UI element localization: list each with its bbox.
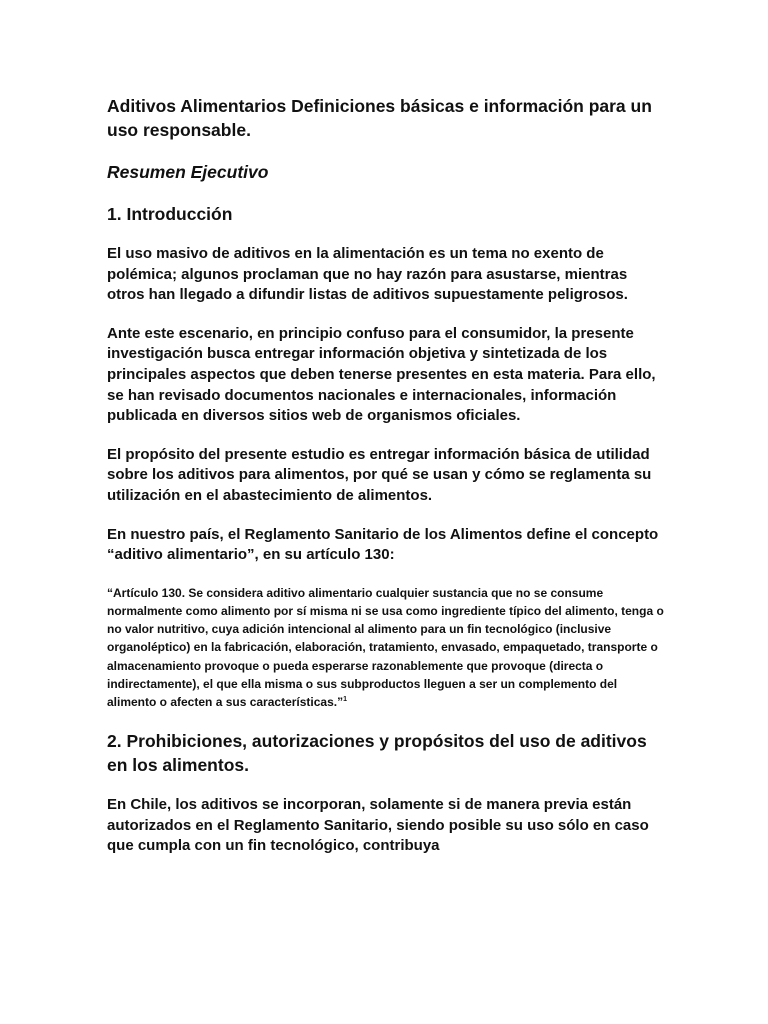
section-1-heading: 1. Introducción [107, 204, 233, 224]
section-2-heading: 2. Prohibiciones, autorizaciones y propósitos del uso de aditivos en los alimentos. [107, 731, 647, 776]
document-page [107, 94, 667, 875]
article-quote [107, 584, 667, 711]
document-title: Aditivos Alimentarios Definiciones básicas e información para un uso responsable. [107, 96, 652, 140]
paragraph: Ante este escenario, en principio confuso para el consumidor, la presente investigación busca entregar información objetiva y sintetizada de los principales aspectos que deben tenerse presentes en esta materia. Para ello, se han revisado documentos nacionales e internacionales, información publicada en diversos sitios web de organismos oficiales. [107, 324, 656, 425]
paragraph: En nuestro país, el Reglamento Sanitario de los Alimentos define el concepto “aditivo alimentario”, en su artículo 130: [107, 525, 659, 564]
paragraph: El propósito del presente estudio es entregar información básica de utilidad sobre los aditivos para alimentos, por qué se usan y cómo se reglamenta su utilización en el abastecimiento de alimentos. [107, 445, 652, 504]
footnote-marker: 1 [343, 695, 348, 703]
executive-summary-heading: Resumen Ejecutivo [107, 162, 269, 182]
article-quote-text: “Artículo 130. Se considera aditivo alimentario cualquier sustancia que no se consume normalmente como alimento por sí misma ni se usa como ingrediente típico del alimento, tenga o no valor nutritivo, cuya adición intencional al alimento para un fin tecnológico (inclusive organoléptico) en la fabricación, elaboración, tratamiento, envasado, empaquetado, transporte o almacenamiento provoque o pueda esperarse razonablemente que provoque (directa o indirectamente), el que ella misma o sus subproductos lleguen a ser un complemento del alimento o afecten a sus características.” [107, 585, 664, 709]
paragraph: El uso masivo de aditivos en la alimentación es un tema no exento de polémica; algunos proclaman que no hay razón para asustarse, mientras otros han llegado a difundir listas de aditivos supuestamente peligrosos. [107, 245, 628, 304]
paragraph: En Chile, los aditivos se incorporan, solamente si de manera previa están autorizados en el Reglamento Sanitario, siendo posible su uso sólo en caso que cumpla con un fin tecnológico, contribuya [107, 796, 649, 855]
